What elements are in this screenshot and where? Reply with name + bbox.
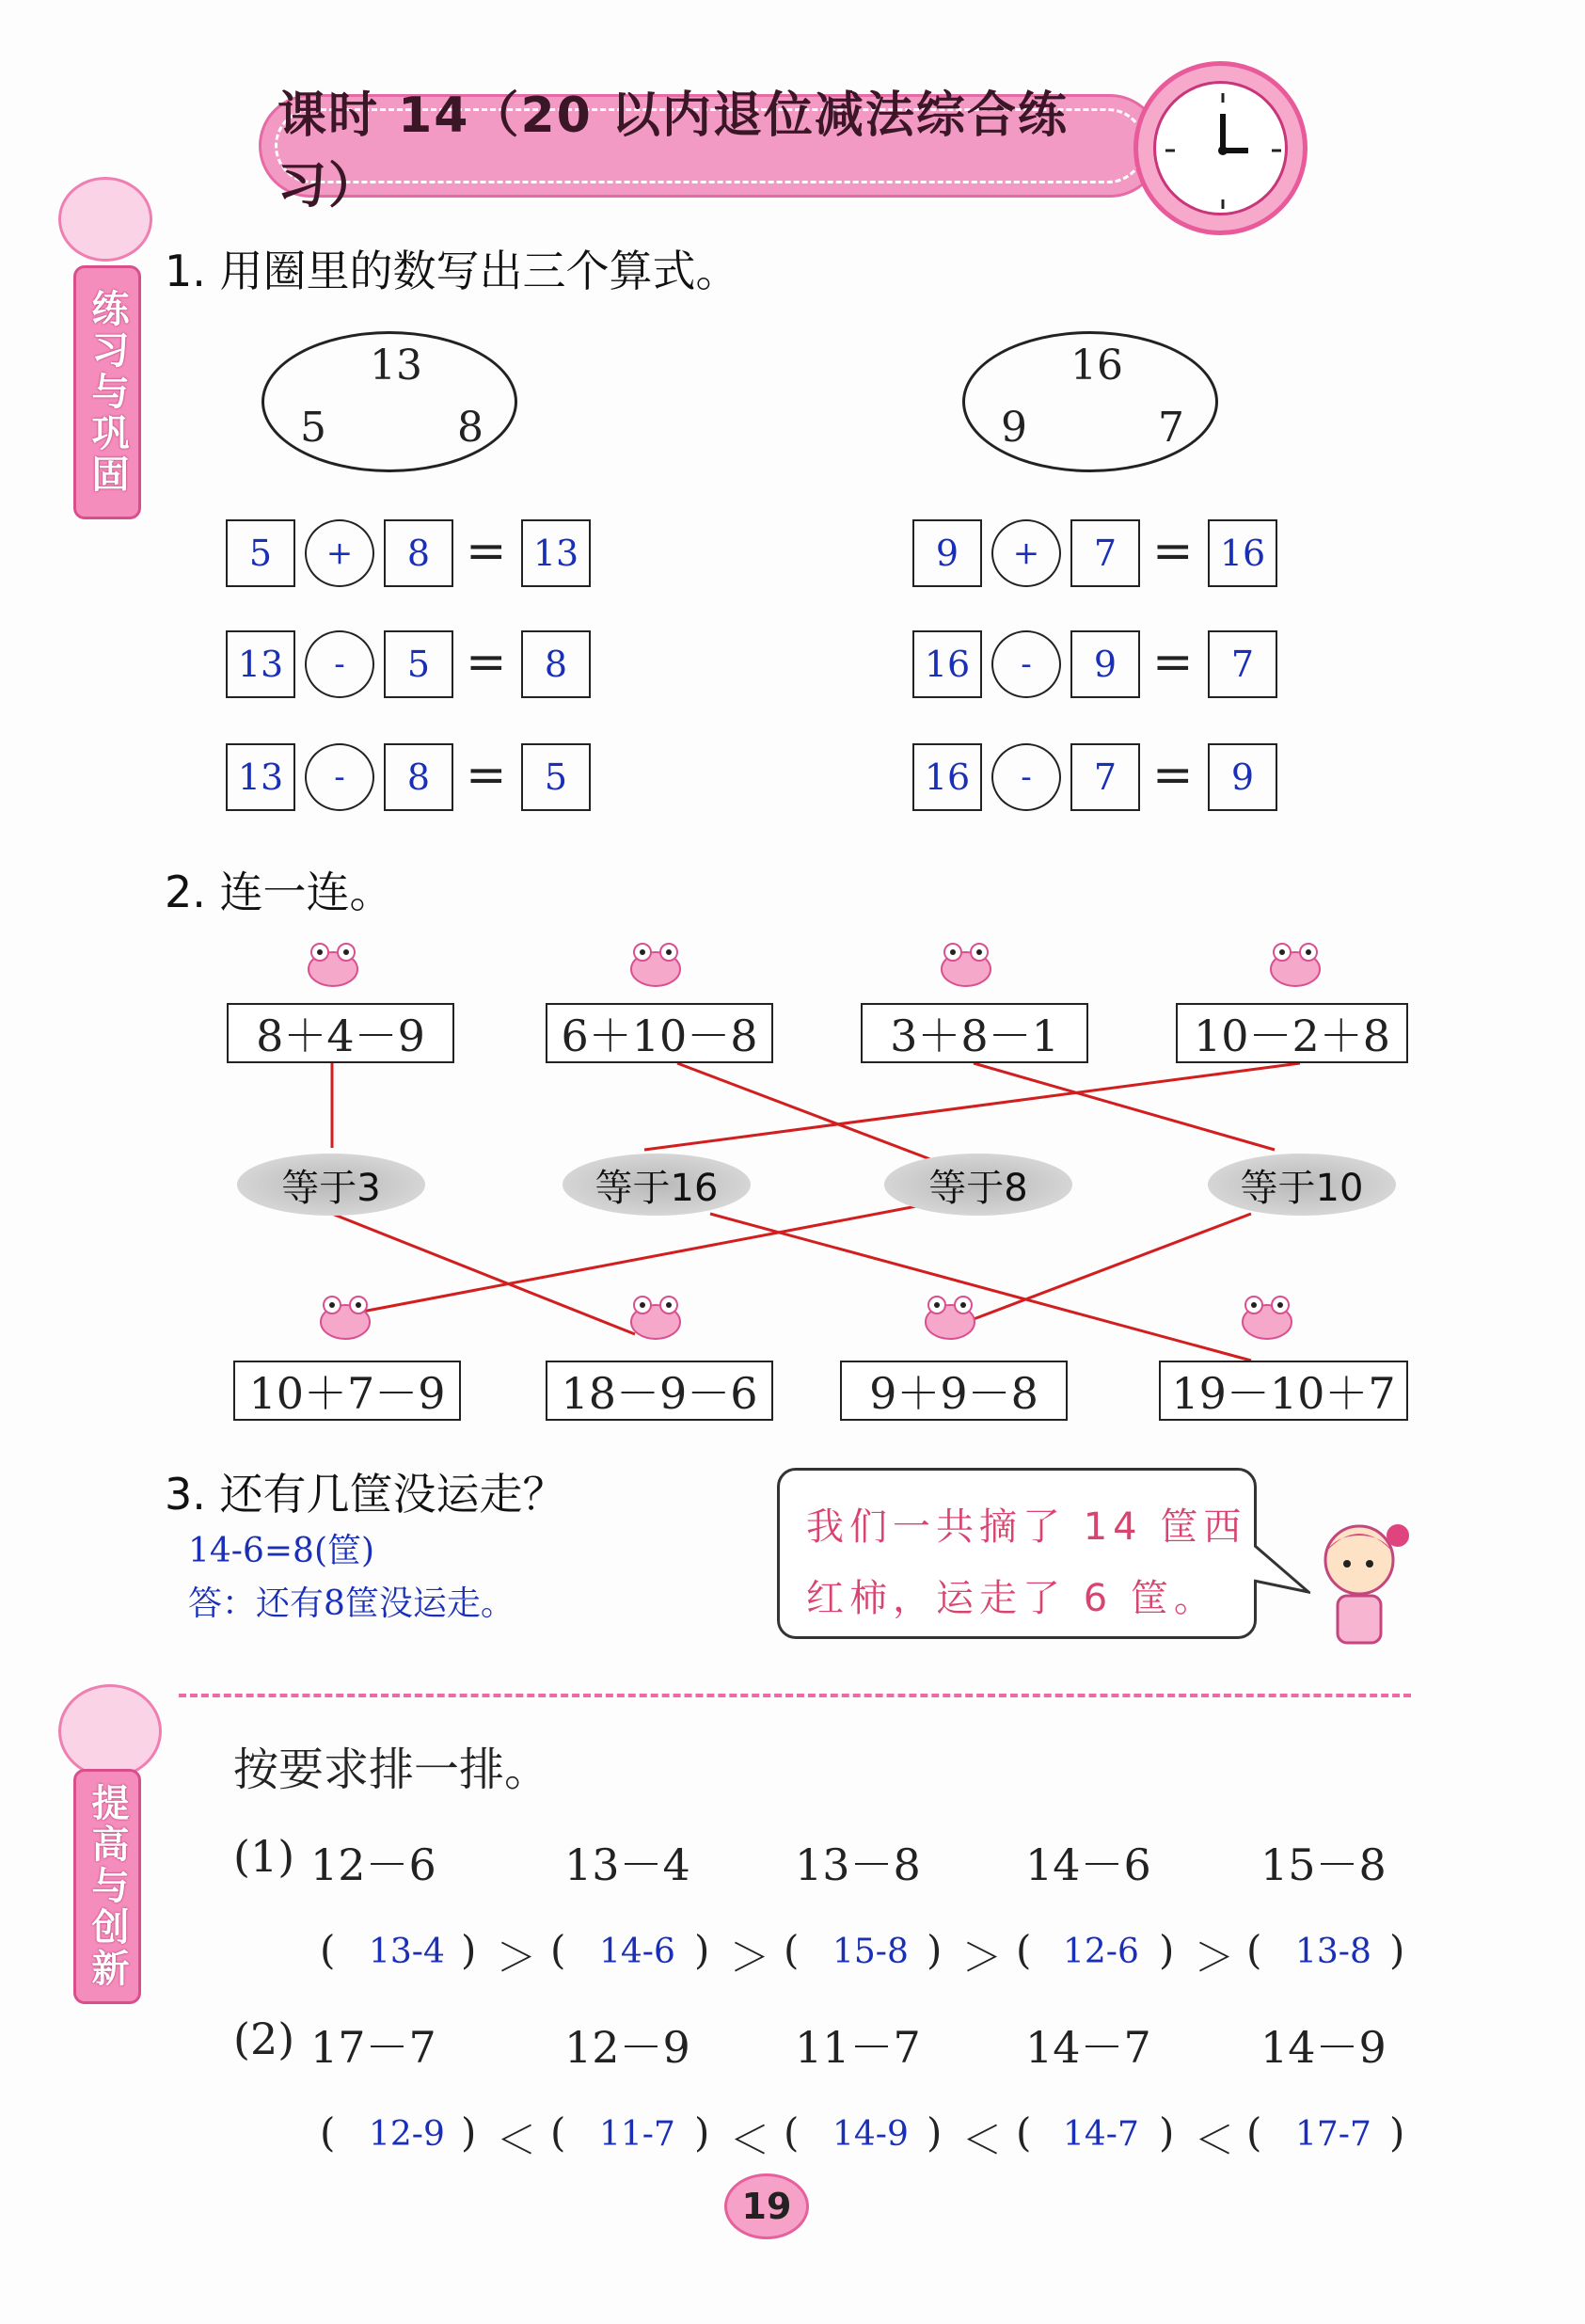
order-expression: 13－8: [795, 1839, 921, 1890]
top-expression[interactable]: 10－2＋8: [1176, 1003, 1408, 1063]
q3-sentence-answer[interactable]: 答：还有8筐没运走。: [188, 1584, 515, 1623]
frog-icon: [315, 1294, 375, 1343]
q4-title: 按要求排一排。: [233, 1743, 550, 1796]
advanced-tab-label: 提高与创新: [86, 1783, 129, 1990]
order-answer[interactable]: 12-6: [1063, 1933, 1139, 1971]
bottom-expression[interactable]: 18－9－6: [546, 1361, 773, 1421]
speech-bubble: [777, 1468, 1257, 1639]
answer-box[interactable]: 13: [226, 743, 295, 811]
frog-icon: [920, 1294, 980, 1343]
comparison-sign: ＞: [730, 1934, 770, 1981]
oval-number: 8: [457, 404, 483, 452]
frog-icon: [1265, 941, 1325, 990]
q2-title: 2. 连一连。: [165, 867, 393, 917]
practice-tab-label: 练习与巩固: [86, 289, 129, 496]
oval-number: 16: [1070, 342, 1123, 390]
bubble-tail: [1254, 1543, 1310, 1600]
operator-circle[interactable]: +: [991, 519, 1061, 587]
comparison-sign: ＞: [962, 1934, 1003, 1981]
answer-box[interactable]: 8: [384, 519, 453, 587]
paren-open: (: [550, 2109, 566, 2156]
paren-close: ): [461, 1927, 477, 1973]
bubble-text: 我们一共摘了 14 筐西: [806, 1505, 1247, 1549]
equals-sign: =: [1152, 747, 1194, 804]
answer-box[interactable]: 16: [912, 630, 982, 698]
match-line: [974, 1214, 1251, 1319]
operator-circle[interactable]: -: [305, 743, 374, 811]
page-number: 19: [724, 2173, 809, 2239]
paren-open: (: [1016, 2109, 1032, 2156]
answer-box[interactable]: 9: [1208, 743, 1277, 811]
operator-circle[interactable]: -: [991, 743, 1061, 811]
paren-open: (: [320, 2109, 336, 2156]
order-expression: 17－7: [310, 2022, 436, 2073]
answer-box[interactable]: 8: [384, 743, 453, 811]
answer-box[interactable]: 16: [912, 743, 982, 811]
bottom-expression[interactable]: 19－10＋7: [1159, 1361, 1408, 1421]
paren-close: ): [694, 1927, 710, 1973]
oval-number: 9: [1001, 404, 1027, 452]
equals-sign: =: [1152, 523, 1194, 580]
order-expression: 12－9: [564, 2022, 690, 2073]
girl-character-icon: [1308, 1515, 1411, 1656]
part-label: (1): [233, 1831, 295, 1882]
answer-box[interactable]: 7: [1208, 630, 1277, 698]
order-expression: 13－4: [564, 1839, 690, 1890]
answer-box[interactable]: 7: [1070, 519, 1140, 587]
result-pill[interactable]: 等于3: [237, 1154, 425, 1216]
paren-open: (: [320, 1927, 336, 1973]
paren-close: ): [1389, 2109, 1405, 2156]
q1-title: 1. 用圈里的数写出三个算式。: [165, 246, 739, 296]
paren-close: ): [1389, 1927, 1405, 1973]
top-expression[interactable]: 3＋8－1: [861, 1003, 1088, 1063]
paren-open: (: [1246, 1927, 1262, 1973]
order-expression: 11－7: [795, 2022, 921, 2073]
answer-box[interactable]: 7: [1070, 743, 1140, 811]
match-line: [974, 1063, 1275, 1150]
frog-icon: [626, 1294, 686, 1343]
q3-title: 3. 还有几筐没运走？: [165, 1469, 566, 1520]
result-pill[interactable]: 等于10: [1208, 1154, 1396, 1216]
answer-box[interactable]: 16: [1208, 519, 1277, 587]
paren-close: ): [694, 2109, 710, 2156]
part-label: (2): [233, 2014, 295, 2064]
result-pill[interactable]: 等于16: [563, 1154, 751, 1216]
top-expression[interactable]: 8＋4－9: [227, 1003, 454, 1063]
match-line: [710, 1214, 1251, 1361]
dog-mascot-icon: [58, 1684, 162, 1778]
order-answer[interactable]: 14-9: [832, 2115, 909, 2154]
paren-close: ): [927, 1927, 943, 1973]
comparison-sign: ＜: [730, 2117, 770, 2163]
q3-equation-answer[interactable]: 14-6=8(筐): [188, 1532, 375, 1570]
order-answer[interactable]: 15-8: [832, 1933, 909, 1971]
oval-number: 7: [1158, 404, 1184, 452]
equals-sign: =: [1152, 634, 1194, 691]
frog-icon: [626, 941, 686, 990]
comparison-sign: ＜: [962, 2117, 1003, 2163]
paren-close: ): [927, 2109, 943, 2156]
answer-box[interactable]: 13: [226, 630, 295, 698]
bottom-expression[interactable]: 10＋7－9: [233, 1361, 461, 1421]
order-answer[interactable]: 13-4: [369, 1933, 445, 1971]
comparison-sign: ＜: [1195, 2117, 1235, 2163]
comparison-sign: ＜: [497, 2117, 537, 2163]
order-expression: 12－6: [310, 1839, 436, 1890]
oval-number: 13: [370, 342, 422, 390]
answer-box[interactable]: 9: [1070, 630, 1140, 698]
result-pill[interactable]: 等于8: [884, 1154, 1072, 1216]
order-answer[interactable]: 13-8: [1295, 1933, 1371, 1971]
paren-open: (: [784, 1927, 800, 1973]
order-expression: 14－9: [1260, 2022, 1387, 2073]
order-answer[interactable]: 12-9: [369, 2115, 445, 2154]
section-divider: [179, 1694, 1411, 1697]
frog-icon: [936, 941, 996, 990]
paren-open: (: [784, 2109, 800, 2156]
equals-sign: =: [466, 523, 507, 580]
order-answer[interactable]: 14-6: [599, 1933, 675, 1971]
comparison-sign: ＞: [497, 1934, 537, 1981]
order-answer[interactable]: 14-7: [1063, 2115, 1139, 2154]
comparison-sign: ＞: [1195, 1934, 1235, 1981]
paren-close: ): [461, 2109, 477, 2156]
paren-close: ): [1159, 1927, 1175, 1973]
answer-box[interactable]: 8: [521, 630, 591, 698]
answer-box[interactable]: 5: [521, 743, 591, 811]
bubble-text: 红柿，运走了 6 筐。: [806, 1577, 1217, 1620]
match-line: [644, 1063, 1300, 1150]
order-expression: 15－8: [1260, 1839, 1387, 1890]
paren-open: (: [1016, 1927, 1032, 1973]
lesson-title: 课时 14（20 以内退位减法综合练习）: [277, 88, 1069, 215]
answer-box[interactable]: 5: [384, 630, 453, 698]
order-expression: 14－6: [1025, 1839, 1151, 1890]
answer-box[interactable]: 13: [521, 519, 591, 587]
operator-circle[interactable]: +: [305, 519, 374, 587]
order-answer[interactable]: 17-7: [1295, 2115, 1371, 2154]
operator-circle[interactable]: -: [991, 630, 1061, 698]
frog-icon: [303, 941, 363, 990]
equals-sign: =: [466, 634, 507, 691]
paren-close: ): [1159, 2109, 1175, 2156]
advanced-tab: [73, 1769, 141, 2004]
equals-sign: =: [466, 747, 507, 804]
order-answer[interactable]: 11-7: [599, 2115, 675, 2154]
order-expression: 14－7: [1025, 2022, 1151, 2073]
paren-open: (: [1246, 2109, 1262, 2156]
frog-icon: [1237, 1294, 1297, 1343]
oval-number: 5: [300, 404, 326, 452]
match-line: [332, 1214, 635, 1334]
answer-box[interactable]: 9: [912, 519, 982, 587]
paren-open: (: [550, 1927, 566, 1973]
operator-circle[interactable]: -: [305, 630, 374, 698]
answer-box[interactable]: 5: [226, 519, 295, 587]
bottom-expression[interactable]: 9＋9－8: [840, 1361, 1068, 1421]
top-expression[interactable]: 6＋10－8: [546, 1003, 773, 1063]
